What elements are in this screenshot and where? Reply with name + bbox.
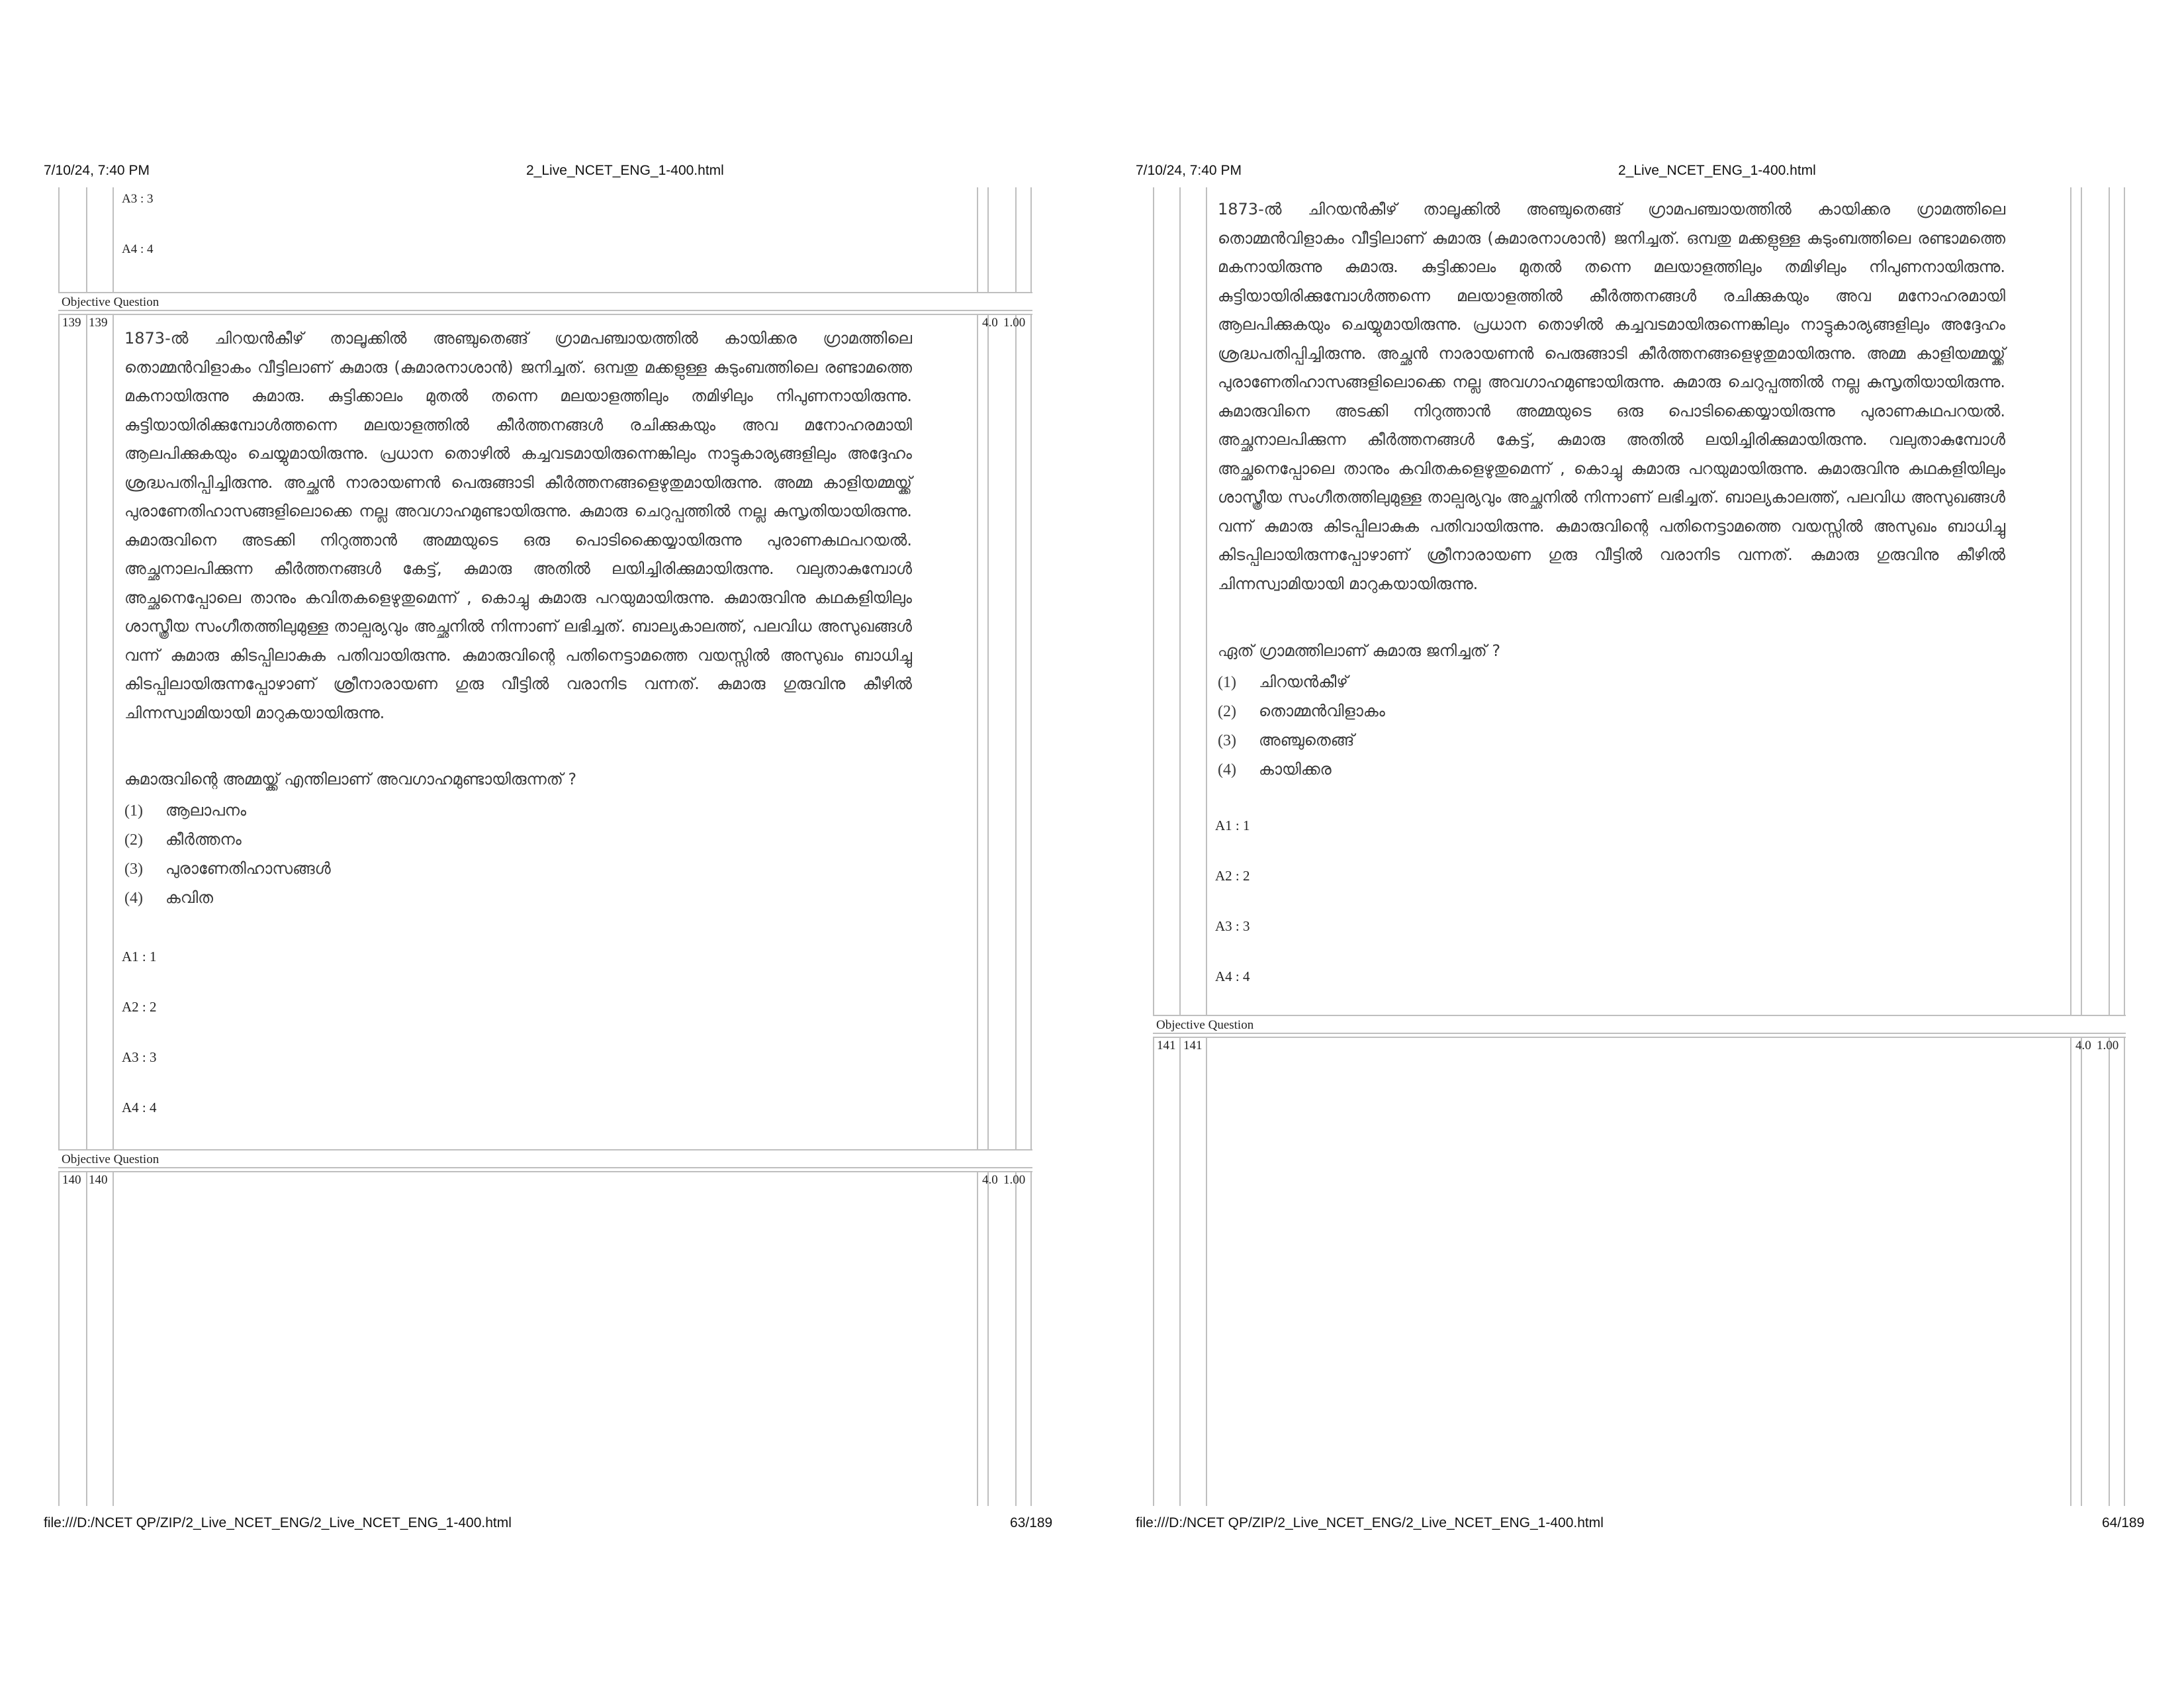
negative-mark: 1.00 — [1003, 316, 1026, 330]
answer-3: A3 : 3 — [1215, 918, 1250, 934]
section-label: Objective Question — [62, 295, 159, 309]
answer-4: A4 : 4 — [1215, 968, 1250, 984]
question-number: 139 — [62, 316, 81, 330]
section-label: Objective Question — [62, 1152, 159, 1166]
question-number: 141 — [1157, 1039, 1176, 1053]
question-mark: 4.0 — [982, 316, 998, 330]
prev-answer-4: A4 : 4 — [122, 242, 154, 256]
footer-file-path: file:///D:/NCET QP/ZIP/2_Live_NCET_ENG/2_Live_NCET_ENG_1-400.html — [44, 1515, 512, 1530]
comprehension-passage: 1873-ൽ ചിറയൻകീഴ് താലൂക്കിൽ അഞ്ചുതെങ്ങ് ഗ്രാമപഞ്ചായത്തിൽ കായിക്കര ഗ്രാമത്തിലെ തൊമ്മൻവിളാകം വീട്ടിലാണ് കുമാരു (കുമാരനാശാൻ) ജനിച്ചത്. ഒമ്പതു മക്കളുള്ള കുടുംബത്തിലെ രണ്ടാമത്തെ മകനായിരുന്നു കുമാരു. കുട്ടിക്കാലം മുതൽ തന്നെ മലയാളത്തിലും തമിഴിലും നിപുണനായിരുന്നു. കുട്ടിയായിരിക്കുമ്പോൾത്തന്നെ മലയാളത്തിൽ കീർത്തനങ്ങൾ രചിക്കുകയും അവ മനോഹരമായി ആലപിക്കുകയും ചെയ്യുമായിരുന്നു. പ്രധാന തൊഴിൽ കച്ചവടമായിരുന്നെങ്കിലും നാട്ടുകാര്യങ്ങളിലും അദ്ദേഹം ശ്രദ്ധപതിപ്പിച്ചിരുന്നു. അച്ഛൻ നാരായണൻ പെരുങ്ങാടി കീർത്തനങ്ങളെഴുതുമായിരുന്നു. അമ്മ കാളിയമ്മയ്ക്ക് പുരാണേതിഹാസങ്ങളിലൊക്കെ നല്ല അവഗാഹമുണ്ടായിരുന്നു. കുമാരു ചെറുപ്പത്തിൽ നല്ല കുസൃതിയായിരുന്നു. കുമാരുവിനെ അടക്കി നിറുത്താൻ അമ്മയുടെ ഒരു പൊടിക്കൈയ്യായിരുന്നു പുരാണകഥപറയൽ. അച്ഛനാലപിക്കുന്ന കീർത്തനങ്ങൾ കേട്ട്, കുമാരു അതിൽ ലയിച്ചിരിക്കുമായിരുന്നു. വലുതാകുമ്പോൾ അച്ഛനെപ്പോലെ താനും കവിതകളെഴുതുമെന്ന് , കൊച്ചു കുമാരു പറയുമായിരുന്നു. കുമാരുവിനു കഥകളിയിലും ശാസ്ത്രീയ സംഗീതത്തിലുമുള്ള താല്പര്യവും അച്ഛനിൽ നിന്നാണ് ലഭിച്ചത്. ബാല്യകാലത്ത്, പലവിധ അസുഖങ്ങൾ വന്ന് കുമാരു കിടപ്പിലാകുക പതിവായിരുന്നു. കുമാരുവിന്റെ പതിനെട്ടാമത്തെ വയസ്സിൽ അസുഖം ബാധിച്ചു കിടപ്പിലായിരുന്നപ്പോഴാണ് ശ്രീനാരായണ ഗുരു വീട്ടിൽ വരാനിട വന്നത്. കുമാരു ഗുരുവിനു കീഴിൽ ചിന്നസ്വാമിയായി മാറുകയായിരുന്നു. — [124, 329, 912, 722]
option-4: (4) കവിത — [124, 888, 214, 907]
answer-1: A1 : 1 — [1215, 818, 1250, 833]
option-4: (4) കായിക്കര — [1218, 760, 1332, 778]
negative-mark: 1.00 — [1003, 1173, 1026, 1187]
header-filename: 2_Live_NCET_ENG_1-400.html — [1618, 163, 1816, 178]
question-id: 141 — [1183, 1039, 1203, 1053]
question-number: 140 — [62, 1173, 81, 1187]
question-text: കുമാരുവിന്റെ അമ്മയ്ക്ക് എന്തിലാണ് അവഗാഹമുണ്ടായിരുന്നത് ? — [124, 770, 577, 788]
answer-2: A2 : 2 — [122, 999, 157, 1015]
answer-2: A2 : 2 — [1215, 868, 1250, 884]
prev-answer-3: A3 : 3 — [122, 192, 154, 206]
option-1: (1) ചിറയൻകീഴ് — [1218, 673, 1348, 691]
answer-3: A3 : 3 — [122, 1049, 157, 1065]
section-label: Objective Question — [1156, 1018, 1254, 1032]
comprehension-passage: 1873-ൽ ചിറയൻകീഴ് താലൂക്കിൽ അഞ്ചുതെങ്ങ് ഗ്രാമപഞ്ചായത്തിൽ കായിക്കര ഗ്രാമത്തിലെ തൊമ്മൻവിളാകം വീട്ടിലാണ് കുമാരു (കുമാരനാശാൻ) ജനിച്ചത്. ഒമ്പതു മക്കളുള്ള കുടുംബത്തിലെ രണ്ടാമത്തെ മകനായിരുന്നു കുമാരു. കുട്ടിക്കാലം മുതൽ തന്നെ മലയാളത്തിലും തമിഴിലും നിപുണനായിരുന്നു. കുട്ടിയായിരിക്കുമ്പോൾത്തന്നെ മലയാളത്തിൽ കീർത്തനങ്ങൾ രചിക്കുകയും അവ മനോഹരമായി ആലപിക്കുകയും ചെയ്യുമായിരുന്നു. പ്രധാന തൊഴിൽ കച്ചവടമായിരുന്നെങ്കിലും നാട്ടുകാര്യങ്ങളിലും അദ്ദേഹം ശ്രദ്ധപതിപ്പിച്ചിരുന്നു. അച്ഛൻ നാരായണൻ പെരുങ്ങാടി കീർത്തനങ്ങളെഴുതുമായിരുന്നു. അമ്മ കാളിയമ്മയ്ക്ക് പുരാണേതിഹാസങ്ങളിലൊക്കെ നല്ല അവഗാഹമുണ്ടായിരുന്നു. കുമാരു ചെറുപ്പത്തിൽ നല്ല കുസൃതിയായിരുന്നു. കുമാരുവിനെ അടക്കി നിറുത്താൻ അമ്മയുടെ ഒരു പൊടിക്കൈയ്യായിരുന്നു പുരാണകഥപറയൽ. അച്ഛനാലപിക്കുന്ന കീർത്തനങ്ങൾ കേട്ട്, കുമാരു അതിൽ ലയിച്ചിരിക്കുമായിരുന്നു. വലുതാകുമ്പോൾ അച്ഛനെപ്പോലെ താനും കവിതകളെഴുതുമെന്ന് , കൊച്ചു കുമാരു പറയുമായിരുന്നു. കുമാരുവിനു കഥകളിയിലും ശാസ്ത്രീയ സംഗീതത്തിലുമുള്ള താല്പര്യവും അച്ഛനിൽ നിന്നാണ് ലഭിച്ചത്. ബാല്യകാലത്ത്, പലവിധ അസുഖങ്ങൾ വന്ന് കുമാരു കിടപ്പിലാകുക പതിവായിരുന്നു. കുമാരുവിന്റെ പതിനെട്ടാമത്തെ വയസ്സിൽ അസുഖം ബാധിച്ചു കിടപ്പിലായിരുന്നപ്പോഴാണ് ശ്രീനാരായണ ഗുരു വീട്ടിൽ വരാനിട വന്നത്. കുമാരു ഗുരുവിനു കീഴിൽ ചിന്നസ്വാമിയായി മാറുകയായിരുന്നു. — [1218, 200, 2005, 593]
header-filename: 2_Live_NCET_ENG_1-400.html — [526, 163, 724, 178]
question-id: 140 — [89, 1173, 108, 1187]
option-3: (3) പുരാണേതിഹാസങ്ങൾ — [124, 859, 331, 878]
option-2: (2) കീർത്തനം — [124, 830, 242, 849]
question-mark: 4.0 — [982, 1173, 998, 1187]
question-id: 139 — [89, 316, 108, 330]
question-mark: 4.0 — [2075, 1039, 2091, 1053]
answer-4: A4 : 4 — [122, 1100, 157, 1115]
page-number: 64/189 — [2102, 1515, 2145, 1530]
option-3: (3) അഞ്ചുതെങ്ങ് — [1218, 731, 1355, 749]
page-number: 63/189 — [1010, 1515, 1053, 1530]
question-text: ഏത് ഗ്രാമത്തിലാണ് കുമാരു ജനിച്ചത് ? — [1218, 641, 1501, 660]
answer-1: A1 : 1 — [122, 949, 157, 964]
negative-mark: 1.00 — [2097, 1039, 2119, 1053]
page-64 — [1092, 0, 2184, 1688]
header-datetime: 7/10/24, 7:40 PM — [1136, 163, 1242, 178]
option-1: (1) ആലാപനം — [124, 801, 247, 820]
header-datetime: 7/10/24, 7:40 PM — [44, 163, 150, 178]
option-2: (2) തൊമ്മൻവിളാകം — [1218, 702, 1385, 720]
footer-file-path: file:///D:/NCET QP/ZIP/2_Live_NCET_ENG/2_Live_NCET_ENG_1-400.html — [1136, 1515, 1604, 1530]
